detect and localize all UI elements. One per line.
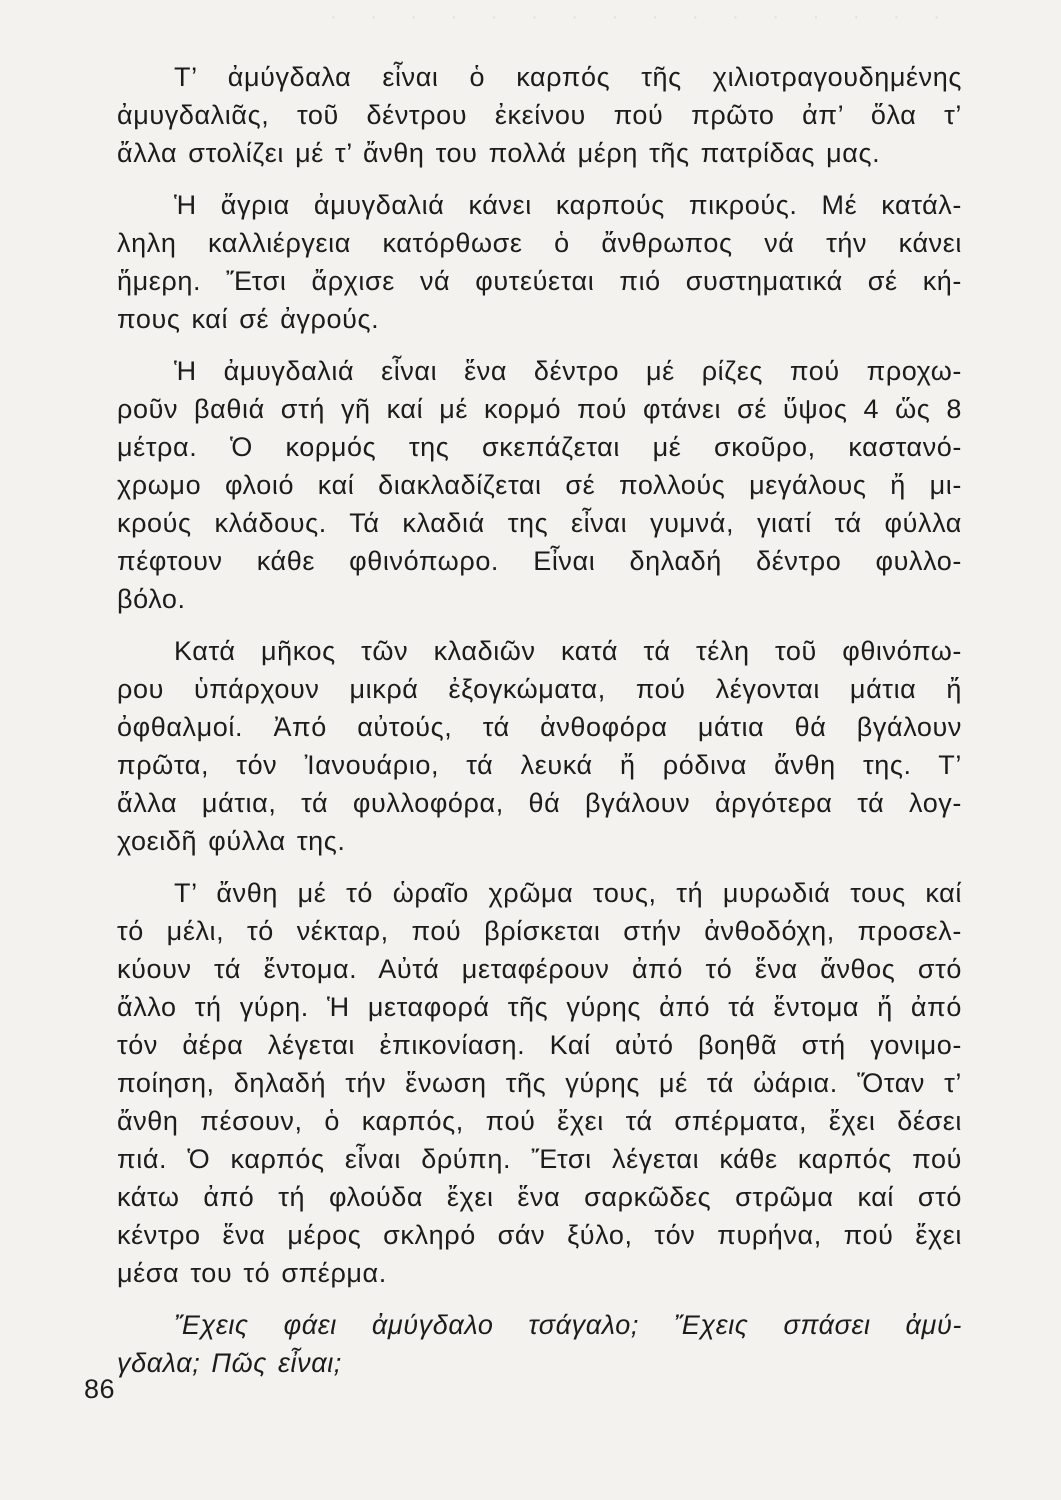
text-line: ἄνθη πέσουν, ὁ καρπός, πού ἔχει τά σπέρματα, ἔχει δέσει	[117, 1106, 962, 1136]
text-line: ἄλλα μάτια, τά φυλλοφόρα, θά βγάλουν ἀργότερα τά λογ-	[117, 788, 962, 818]
text-line: ἄλλα στολίζει μέ τ’ ἄνθη του πολλά μέρη τῆς πατρίδας μας.	[117, 138, 881, 168]
text-line: τό μέλι, τό νέκταρ, πού βρίσκεται στήν ἀνθοδόχη, προσελ-	[117, 916, 962, 946]
text-line: ροῦν βαθιά στή γῆ καί μέ κορμό πού φτάνει σέ ὕψος 4 ὥς 8	[117, 394, 962, 424]
text-line: πρῶτα, τόν Ἰανουάριο, τά λευκά ἤ ρόδινα ἄνθη της. Τ’	[117, 750, 962, 780]
text-line: Ἡ ἀμυγδαλιά εἶναι ἕνα δέντρο μέ ρίζες πού προχω-	[174, 356, 962, 386]
text-line: ἄλλο τή γύρη. Ἡ μεταφορά τῆς γύρης ἀπό τά ἔντομα ἤ ἀπό	[117, 992, 962, 1022]
paragraph-buds	[117, 632, 962, 860]
text-line: πέφτουν κάθε φθινόπωρο. Εἶναι δηλαδή δέντρο φυλλο-	[117, 546, 962, 576]
text-line: χοειδῆ φύλλα της.	[117, 826, 346, 856]
text-line: Ἡ ἄγρια ἀμυγδαλιά κάνει καρπούς πικρούς. Μέ κατάλ-	[174, 190, 962, 220]
text-line: πιά. Ὁ καρπός εἶναι δρύπη. Ἔτσι λέγεται κάθε καρπός πού	[117, 1144, 962, 1174]
paragraph-pollination	[117, 874, 962, 1292]
paragraph-wild-almond	[117, 186, 962, 338]
text-line: ληλη καλλιέργεια κατόρθωσε ὁ ἄνθρωπος νά τήν κάνει	[117, 228, 962, 258]
text-line: γδαλα; Πῶς εἶναι;	[117, 1348, 342, 1378]
page-number: 86	[84, 1374, 116, 1404]
text-line: ἥμερη. Ἔτσι ἄρχισε νά φυτεύεται πιό συστηματικά σέ κή-	[117, 266, 962, 296]
text-line: μέτρα. Ὁ κορμός της σκεπάζεται μέ σκοῦρο, καστανό-	[117, 432, 962, 462]
paragraph-tree-description	[117, 352, 962, 618]
text-line: Τ’ ἄνθη μέ τό ὡραῖο χρῶμα τους, τή μυρωδιά τους καί	[174, 878, 962, 908]
text-line: κρούς κλάδους. Τά κλαδιά της εἶναι γυμνά, γιατί τά φύλλα	[117, 508, 962, 538]
text-line: Ἔχεις φάει ἀμύγδαλο τσάγαλο; Ἔχεις σπάσει ἀμύ-	[174, 1310, 962, 1340]
text-line: μέσα του τό σπέρμα.	[117, 1258, 387, 1288]
text-line: πους καί σέ ἀγρούς.	[117, 304, 380, 334]
text-line: Τ’ ἀμύγδαλα εἶναι ὁ καρπός τῆς χιλιοτραγουδημένης	[174, 62, 962, 92]
text-line: Κατά μῆκος τῶν κλαδιῶν κατά τά τέλη τοῦ φθινόπω-	[174, 636, 962, 666]
paragraph-almond-fruit	[117, 58, 962, 172]
text-line: βόλο.	[117, 584, 186, 614]
text-line: ἀμυγδαλιᾶς, τοῦ δέντρου ἐκείνου πού πρῶτο ἀπ’ ὅλα τ’	[117, 100, 962, 130]
text-line: χρωμο φλοιό καί διακλαδίζεται σέ πολλούς μεγάλους ἤ μι-	[117, 470, 962, 500]
text-line: ρου ὑπάρχουν μικρά ἐξογκώματα, πού λέγονται μάτια ἤ	[117, 674, 962, 704]
bleed-through-header: · · · · · · · · · · · · · · · ·	[330, 6, 954, 28]
text-line: κάτω ἀπό τή φλούδα ἔχει ἕνα σαρκῶδες στρῶμα καί στό	[117, 1182, 962, 1212]
text-line: τόν ἀέρα λέγεται ἐπικονίαση. Καί αὐτό βοηθᾶ στή γονιμο-	[117, 1030, 962, 1060]
text-line: ποίηση, δηλαδή τήν ἕνωση τῆς γύρης μέ τά ὠάρια. Ὅταν τ’	[117, 1068, 962, 1098]
text-column	[117, 58, 962, 1396]
paragraph-questions	[117, 1306, 962, 1382]
text-line: ὀφθαλμοί. Ἀπό αὐτούς, τά ἀνθοφόρα μάτια θά βγάλουν	[117, 712, 962, 742]
text-line: κύουν τά ἔντομα. Αὐτά μεταφέρουν ἀπό τό ἕνα ἄνθος στό	[117, 954, 962, 984]
text-line: κέντρο ἕνα μέρος σκληρό σάν ξύλο, τόν πυρήνα, πού ἔχει	[117, 1220, 962, 1250]
